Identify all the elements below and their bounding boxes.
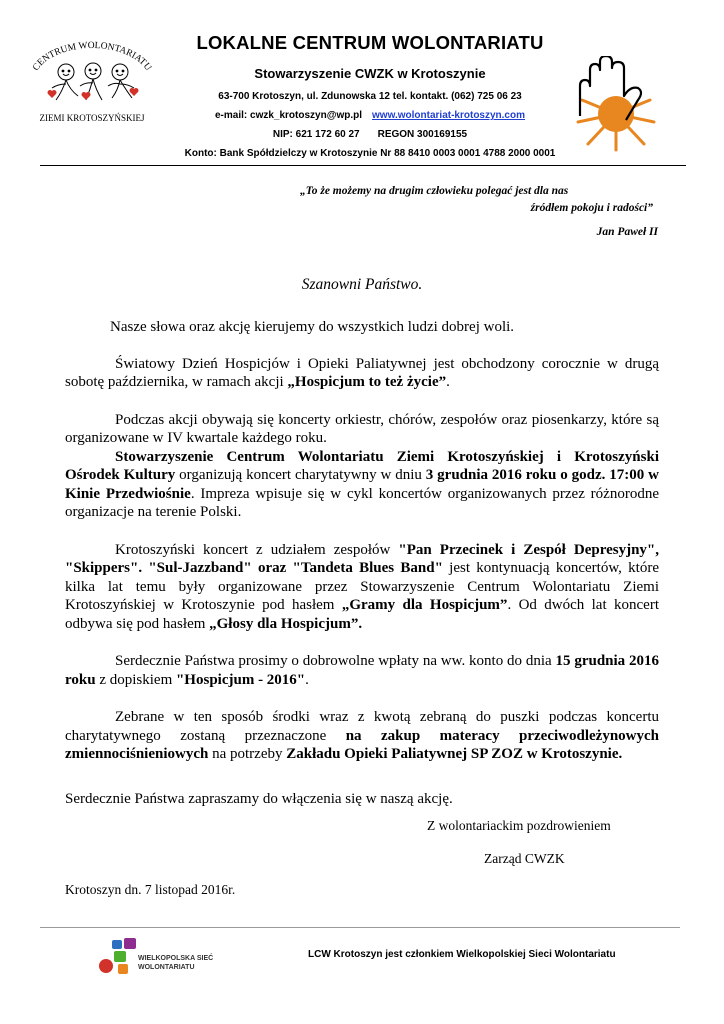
salutation: Szanowni Państwo. <box>301 276 423 293</box>
logo-arc-text: CENTRUM WOLONTARIATU <box>31 40 153 73</box>
org-title: LOKALNE CENTRUM WOLONTARIATU <box>196 32 544 53</box>
closing-signature: Zarząd CWZK <box>484 851 565 866</box>
org-email: e-mail: cwzk_krotoszyn@wp.pl <box>215 110 363 121</box>
transfer-title: "Hospicjum - 2016" <box>175 671 306 688</box>
speech-bubbles-icon <box>99 938 136 974</box>
org-regon: REGON 300169155 <box>377 129 468 140</box>
paragraph-5 <box>65 652 659 689</box>
footer-logo-line1: WIELKOPOLSKA SIEĆ <box>138 955 214 962</box>
letter-body <box>65 318 659 808</box>
quote-line-1: „To że możemy na drugim człowieku polegać jest dla nas <box>300 185 569 197</box>
paragraph-text: z dopiskiem <box>95 671 176 688</box>
wielkopolska-network-logo <box>98 938 218 980</box>
quote-author: Jan Paweł II <box>596 226 658 238</box>
footer-logo-line2: WOLONTARIATU <box>138 964 195 971</box>
place-date: Krotoszyn dn. 7 listopad 2016r. <box>65 882 236 897</box>
closing-greeting: Z wolontariackim pozdrowieniem <box>427 818 611 833</box>
hand-sun-logo-icon <box>566 56 666 152</box>
org-website-link[interactable]: www.wolontariat-krotoszyn.com <box>372 110 525 121</box>
paragraph-text: . Impreza wpisuje się w cykl koncertów organizowanych przez różnorodne organizacje na terenie Polski. <box>65 485 659 520</box>
paragraph-text: . <box>446 374 450 390</box>
quote-line-2: źródłem pokoju i radości” <box>530 202 653 214</box>
footer-membership-note: LCW Krotoszyn jest członkiem Wielkopolskiej Sieci Wolontariatu <box>308 949 616 960</box>
paragraph-3b <box>65 448 659 522</box>
paragraph-3a: Podczas akcji obywają się koncerty orkiestr, chórów, zespołów oraz piosenkarzy, które są organizowane w IV kwartale każdego roku. <box>65 411 659 446</box>
org-ids-line <box>150 129 590 140</box>
paragraph-1: Nasze słowa oraz akcję kierujemy do wszystkich ludzi dobrej woli. <box>110 319 515 335</box>
paragraph-2 <box>65 355 659 392</box>
slogan-2: „Głosy dla Hospicjum”. <box>209 615 363 632</box>
paragraph-7: Serdecznie Państwa zapraszamy do włączenia się w naszą akcję. <box>65 790 453 807</box>
header-divider <box>40 165 686 166</box>
paragraph-text: jest kontynuacją koncertów, które kilka lat temu były organizowane przez Stowarzyszenie Centrum Wolontariatu Ziemi Krotoszyńskiej w Krotoszynie pod hasłem <box>65 560 660 613</box>
paragraph-text: . Od dwóch lat koncert odbywa się pod hasłem <box>65 597 659 632</box>
org-bank-account: Konto: Bank Spółdzielczy w Krotoszynie Nr 88 8410 0003 0001 4788 2000 0001 <box>184 148 556 159</box>
paragraph-text: Światowy Dzień Hospicjów i Opieki Paliatywnej jest obchodzony corocznie w drugą sobotę października, w ramach akcji <box>65 355 659 390</box>
paragraph-text: Serdecznie Państwa prosimy o dobrowolne wpłaty na ww. konto do dnia <box>115 653 556 669</box>
quote <box>300 183 660 217</box>
logo-bottom-text: ZIEMI KROTOSZYŃSKIEJ <box>39 113 145 123</box>
campaign-name: „Hospicjum to też życie” <box>287 374 447 390</box>
heart-icon <box>48 90 57 98</box>
org-nip: NIP: 621 172 60 27 <box>272 129 360 140</box>
paragraph-6 <box>65 708 659 764</box>
cwzk-logo <box>22 38 162 128</box>
paragraph-text: na potrzeby <box>208 746 287 762</box>
volunteers-figures-icon <box>52 63 134 100</box>
slogan-1: „Gramy dla Hospicjum” <box>341 597 508 613</box>
heart-icon <box>130 88 139 96</box>
footer-divider <box>40 927 680 928</box>
org-contact-line <box>150 110 590 121</box>
heart-icon <box>82 92 91 100</box>
paragraph-text: organizują koncert charytatywny w dniu <box>175 467 426 483</box>
paragraph-4 <box>65 541 659 634</box>
org-address: 63-700 Krotoszyn, ul. Zdunowska 12 tel. kontakt. (062) 725 06 23 <box>218 91 522 102</box>
band-names: "Pan Przecinek i Zespół Depresyjny", "Skippers". "Sul-Jazzband" oraz "Tandeta Blues Band" <box>65 541 659 576</box>
org-subtitle: Stowarzyszenie CWZK w Krotoszynie <box>254 66 486 81</box>
paragraph-text: . <box>305 671 309 688</box>
paragraph-text: Krotoszyński koncert z udziałem zespołów <box>115 541 399 558</box>
concert-date-place: 3 grudnia 2016 roku o godz. 17:00 w Kinie Przedwiośnie <box>65 467 659 502</box>
deadline-date: 15 grudnia 2016 roku <box>65 653 659 688</box>
purchase-purpose: na zakup materacy przeciwodleżynowych zmiennociśnieniowych <box>65 727 659 762</box>
paragraph-text: Zebrane w ten sposób środki wraz z kwotą zebraną do puszki podczas koncertu charytatywnego zostaną przeznaczone <box>65 709 659 744</box>
organizers: Stowarzyszenie Centrum Wolontariatu Ziemi Krotoszyńskiej i Krotoszyński Ośrodek Kultury <box>65 448 659 483</box>
beneficiary: Zakładu Opieki Paliatywnej SP ZOZ w Krotoszynie. <box>286 746 623 762</box>
